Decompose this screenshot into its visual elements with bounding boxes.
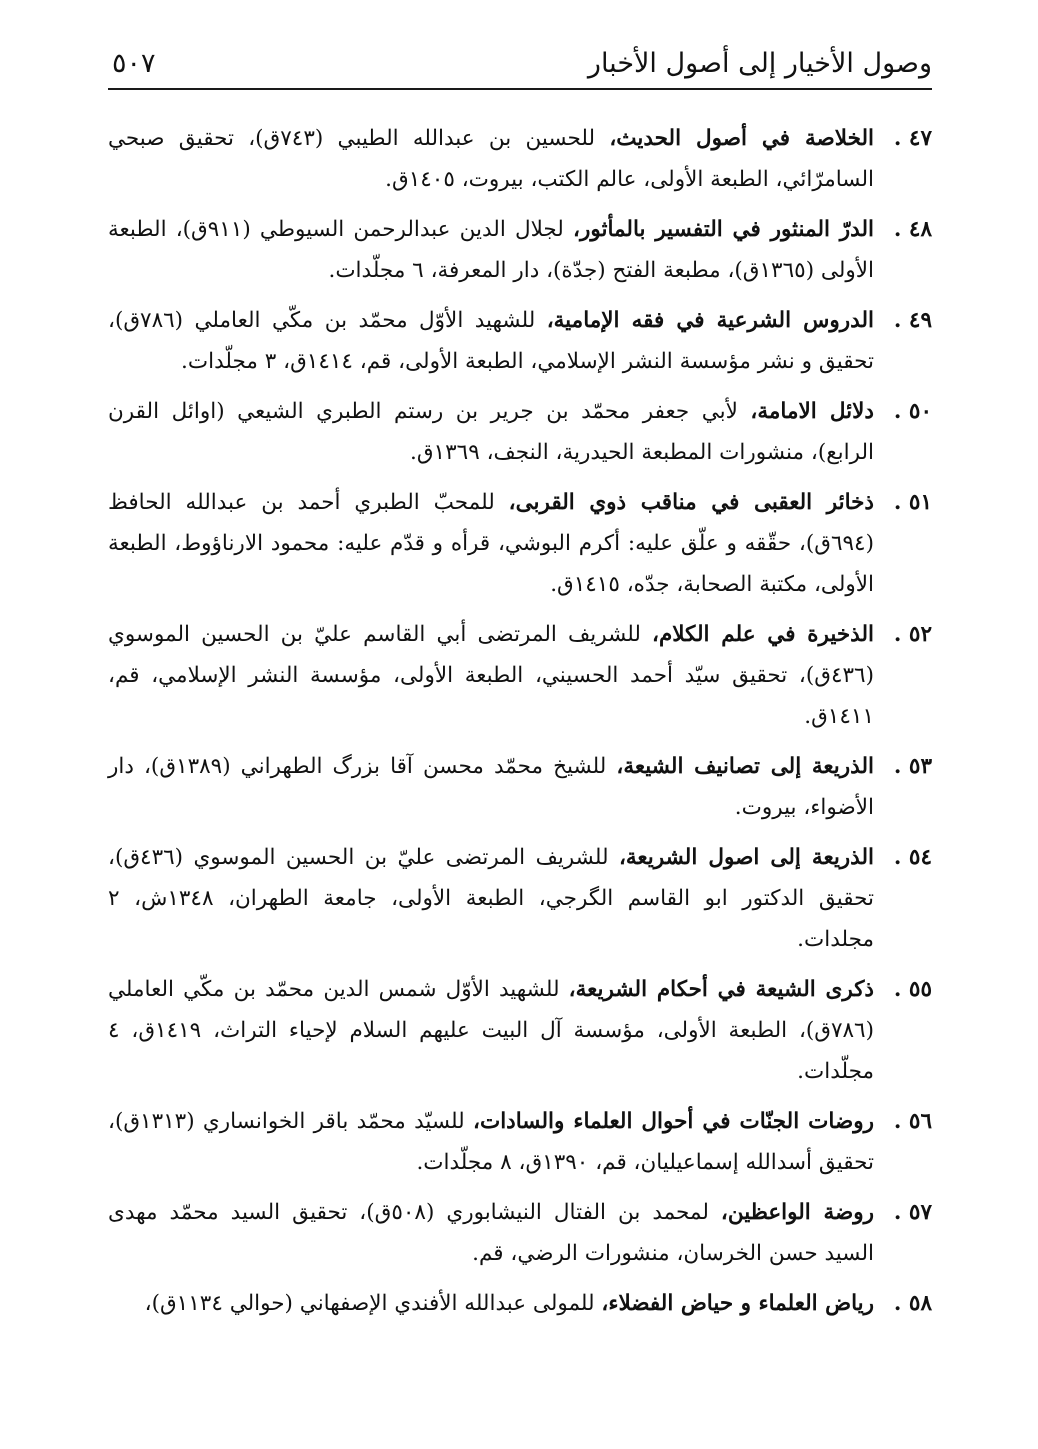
- entry-title: الدروس الشرعية في فقه الإمامية،: [546, 308, 874, 333]
- entry-title: الذخيرة في علم الكلام،: [652, 622, 874, 647]
- entry-title: ذخائر العقبى في مناقب ذوي القربى،: [508, 490, 874, 515]
- entry-details: للحسين بن عبدالله الطيبي (٧٤٣ق)، تحقيق صبحي السامرّائي، الطبعة الأولى، عالم الكتب، بيروت، ١٤٠٥ق.: [108, 126, 874, 192]
- bibliography-entry: [108, 1101, 932, 1183]
- running-header: [108, 40, 932, 90]
- entry-title: دلائل الامامة،: [750, 399, 875, 424]
- entry-details: للشريف المرتضى أبي القاسم عليّ بن الحسين الموسوي (٤٣٦ق)، تحقيق سيّد أحمد الحسيني، الطبعة الأولى، مؤسسة النشر الإسلامي، قم، ١٤١١ق.: [108, 622, 874, 729]
- entry-number: ٥٣ .: [893, 754, 932, 779]
- entry-text: [108, 746, 874, 828]
- entry-text: [108, 209, 874, 291]
- running-title: وصول الأخيار إلى أصول الأخبار: [587, 48, 932, 79]
- entry-details: لجلال الدين عبدالرحمن السيوطي (٩١١ق)، الطبعة الأولى (١٣٦٥ق)، مطبعة الفتح (جدّة)، دار المعرفة، ٦ مجلّدات.: [108, 217, 874, 283]
- entry-number: ٥٤ .: [893, 845, 932, 870]
- entry-title: روضة الواعظين،: [720, 1200, 874, 1225]
- entry-text: [108, 300, 874, 382]
- entry-text: [108, 118, 874, 200]
- entry-details: لمحمد بن الفتال النيشابوري (٥٠٨ق)، تحقيق السيد محمّد مهدى السيد حسن الخرسان، منشورات الرضي، قم.: [108, 1200, 874, 1266]
- entry-title: رياض العلماء و حياض الفضلاء،: [601, 1291, 874, 1316]
- bibliography-entry: [108, 391, 932, 473]
- bibliography-list: [108, 118, 932, 1324]
- bibliography-entry: [108, 209, 932, 291]
- bibliography-entry: [108, 118, 932, 200]
- entry-details: للشيخ محمّد محسن آقا بزرگ الطهراني (١٣٨٩ق)، دار الأضواء، بيروت.: [108, 754, 874, 820]
- bibliography-entry: [108, 1283, 932, 1324]
- book-page: [108, 40, 932, 1324]
- entry-number: ٤٨ .: [893, 217, 932, 242]
- bibliography-entry: [108, 1192, 932, 1274]
- entry-title: الدرّ المنثور في التفسير بالمأثور،: [573, 217, 874, 242]
- entry-text: [108, 482, 874, 605]
- entry-number: ٥٨ .: [893, 1291, 932, 1316]
- entry-details: للشهيد الأوّل شمس الدين محمّد بن مكّي العاملي (٧٨٦ق)، الطبعة الأولى، مؤسسة آل البيت عليهم السلام لإحياء التراث، ١٤١٩ق، ٤ مجلّدات.: [108, 977, 874, 1084]
- entry-details: للشريف المرتضى عليّ بن الحسين الموسوي (٤٣٦ق)، تحقيق الدكتور ابو القاسم الگرجي، الطبعة الأولى، جامعة الطهران، ١٣٤٨ش، ٢ مجلدات.: [108, 845, 874, 952]
- bibliography-entry: [108, 300, 932, 382]
- entry-text: [108, 969, 874, 1092]
- page-number: ٥٠٧: [112, 48, 156, 79]
- entry-number: ٥١ .: [893, 490, 932, 515]
- entry-number: ٥٢ .: [893, 622, 932, 647]
- entry-text: [108, 391, 874, 473]
- bibliography-entry: [108, 614, 932, 737]
- bibliography-entry: [108, 746, 932, 828]
- entry-number: ٥٥ .: [893, 977, 932, 1002]
- entry-title: الذريعة إلى اصول الشريعة،: [618, 845, 874, 870]
- entry-title: ذكرى الشيعة في أحكام الشريعة،: [568, 977, 875, 1002]
- bibliography-entry: [108, 482, 932, 605]
- entry-text: [108, 1101, 874, 1183]
- entry-number: ٤٩ .: [893, 308, 932, 333]
- entry-number: ٥٧ .: [893, 1200, 932, 1225]
- entry-text: [108, 1192, 874, 1274]
- entry-text: [108, 614, 874, 737]
- entry-text: [108, 1283, 874, 1324]
- entry-details: للمولى عبدالله الأفندي الإصفهاني (حوالي ١١٣٤ق)،: [144, 1291, 602, 1316]
- entry-details: للشهيد الأوّل محمّد بن مكّي العاملي (٧٨٦ق)، تحقيق و نشر مؤسسة النشر الإسلامي، الطبعة الأولى، قم، ١٤١٤ق، ٣ مجلّدات.: [108, 308, 874, 374]
- entry-text: [108, 837, 874, 960]
- entry-details: للسيّد محمّد باقر الخوانساري (١٣١٣ق)، تحقيق أسدالله إسماعيليان، قم، ١٣٩٠ق، ٨ مجلّدات.: [108, 1109, 874, 1175]
- entry-number: ٤٧ .: [893, 126, 932, 151]
- entry-details: لأبي جعفر محمّد بن جرير بن رستم الطبري الشيعي (اوائل القرن الرابع)، منشورات المطبعة الحيدرية، النجف، ١٣٦٩ق.: [108, 399, 874, 465]
- entry-title: روضات الجنّات في أحوال العلماء والسادات،: [473, 1109, 874, 1134]
- entry-number: ٥٠ .: [893, 399, 932, 424]
- entry-title: الخلاصة في أصول الحديث،: [609, 126, 874, 151]
- entry-title: الذريعة إلى تصانيف الشيعة،: [616, 754, 874, 779]
- entry-details: للمحبّ الطبري أحمد بن عبدالله الحافظ (٦٩٤ق)، حقّقه و علّق عليه: أكرم البوشي، قرأه و قدّم عليه: محمود الارناؤوط، الطبعة الأولى، مكتبة الصحابة، جدّه، ١٤١٥ق.: [108, 490, 874, 597]
- entry-number: ٥٦ .: [893, 1109, 932, 1134]
- bibliography-entry: [108, 969, 932, 1092]
- bibliography-entry: [108, 837, 932, 960]
